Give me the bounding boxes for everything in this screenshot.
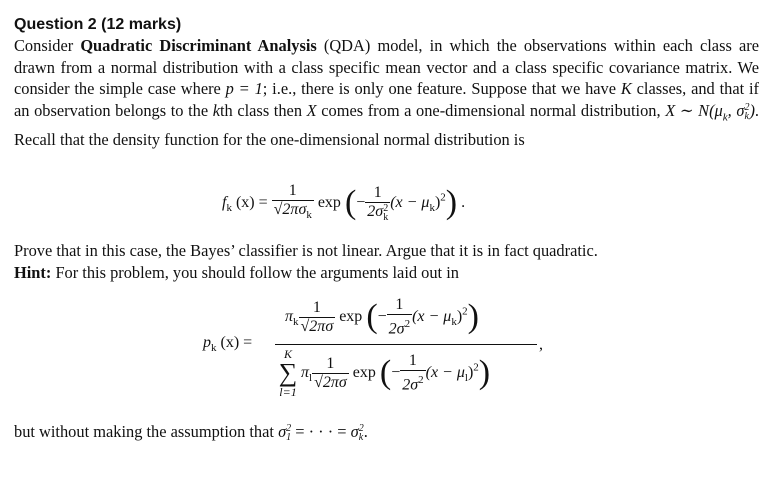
hint-text: For this problem, you should follow the arguments laid out in — [51, 262, 459, 282]
hint-label: Hint: — [14, 262, 52, 282]
posterior-numerator: $\pi_k$ $\frac{1}{√2\pi\sigma}$ exp (− $\frac{1}{2\sigma^2}$ $(x - \mu_k)^2$) — [285, 296, 479, 338]
closing-text: but without making the assumption that — [14, 422, 279, 441]
intro-text: . Recall that the density function for the one-dimensional normal distribution is — [14, 100, 760, 149]
math-k: k — [212, 100, 220, 120]
math-sigma-k: σ 2 k — [350, 422, 364, 444]
intro-text: th class then — [219, 100, 307, 120]
prove-text: Prove that in this case, the Bayes’ classifier is not linear. Argue that it is in fact quadratic. — [14, 241, 598, 260]
fraction-one-over-two-sigma: 1 2σ 2 k — [367, 184, 389, 223]
intro-paragraph — [14, 35, 759, 150]
intro-text: classes, and that if an observation belongs to the — [14, 79, 759, 120]
fraction-one-over-sqrt: $\frac{1}{√2\pi\sigma_k}$ — [272, 182, 314, 224]
math-X: X — [306, 100, 317, 120]
qda-bold-term: Quadratic Discriminant Analysis — [80, 36, 317, 55]
math-distribution: X ∼ $N(\mu_k$, σ 2 k ) — [665, 100, 755, 124]
intro-text: ; i.e., there is only one feature. Suppose that we have — [262, 79, 621, 99]
main-fraction-bar — [275, 344, 537, 345]
math-p-equals-1: p = 1 — [225, 79, 263, 99]
posterior-denominator: $\pi_l$ $\frac{1}{√2\pi\sigma}$ exp (− $\frac{1}{2\sigma^2}$ $(x - \mu_l)^2$) — [301, 352, 491, 394]
question-title: Question 2 (12 marks) — [14, 16, 182, 33]
sum-block: K ∑ l=1 — [278, 347, 298, 399]
prove-paragraph — [14, 240, 759, 283]
math-sigma-1: σ 2 1 — [278, 422, 292, 444]
closing-sentence: but without making the assumption that σ 2 1 = · · · = σ 2 k . — [14, 422, 368, 444]
intro-text: (QDA) model, in which the observations within each class are drawn from a normal distribution with a class specific mean vector and a class specific covariance matrix. We consider the simple case where — [14, 36, 759, 99]
posterior-equation: $p_k$ (x) = $\pi_k$ $\frac{1}{√2\pi\sigma}$ exp (− $\frac{1}{2\sigma^2}$ $(x - \mu_k)^2$) K ∑ l=1 $\pi_l$ $\frac{1}{√2\pi\sigma}$ exp (− $\frac{1}{2\sigma^2}$ $(x - \mu_l)^2$) , — [203, 296, 543, 399]
intro-text: Consider — [14, 36, 81, 55]
intro-text: comes from a one-dimensional normal distribution, — [316, 100, 666, 120]
question-page — [14, 14, 759, 150]
math-K: K — [620, 79, 632, 99]
density-equation: $f_k$ (x) = $\frac{1}{√2\pi\sigma_k}$ exp (− 1 2σ 2 k $(x - \mu_k)^2$) . — [222, 182, 466, 223]
